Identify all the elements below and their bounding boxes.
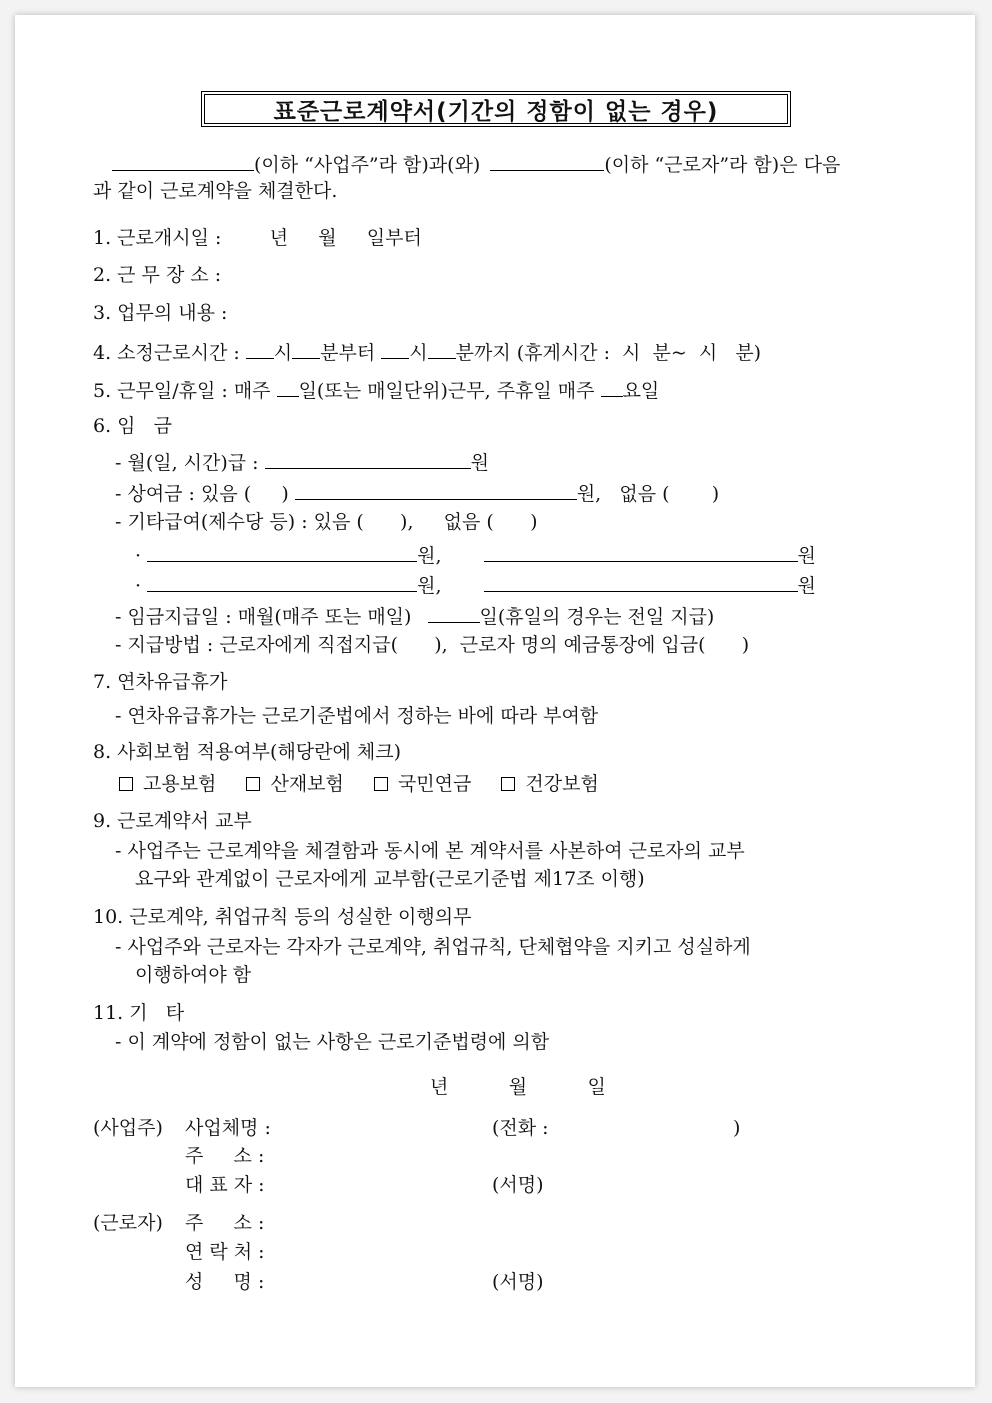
item-11-heading: 11. 기 타 (93, 1002, 185, 1024)
item-6-other-pay: - 기타급여(제수당 등) : 있음 ( ), 없음 ( ) (115, 511, 538, 533)
insurance-employment[interactable]: 고용보험 (119, 772, 216, 796)
item-9-line-2: 요구와 관계없이 근로자에게 교부함(근로기준법 제17조 이행) (135, 868, 645, 890)
item-10-heading: 10. 근로계약, 취업규칙 등의 성실한 이행의무 (93, 906, 472, 928)
employer-phone-close: ) (733, 1117, 741, 1139)
insurance-industrial-accident[interactable]: 산재보험 (246, 772, 343, 796)
intro-part2: (이하 “근로자”라 함)은 다음 (604, 154, 841, 176)
checkbox-employment[interactable] (119, 777, 133, 791)
employer-address: 주 소 : (185, 1145, 265, 1167)
worker-contact: 연 락 처 : (185, 1241, 265, 1263)
insurance-health[interactable]: 건강보험 (501, 772, 598, 796)
item-8-insurance-options (119, 772, 623, 796)
worker-address: 주 소 : (185, 1212, 265, 1234)
item-9-heading: 9. 근로계약서 교부 (93, 810, 252, 832)
employer-signature: (서명) (492, 1174, 544, 1196)
item-4-work-hours: 4. 소정근로시간 : 시 분부터 시 분까지 (휴게시간 : 시 분~ 시 분) (93, 338, 761, 365)
item-10-line-1: - 사업주와 근로자는 각자가 근로계약, 취업규칙, 단체협약을 지키고 성실하게 (115, 936, 751, 958)
worker-blank (490, 150, 604, 171)
item-6-monthly-wage: - 월(일, 시간)급 : 원 (115, 448, 489, 475)
item-10-line-2: 이행하여야 함 (135, 964, 252, 986)
worker-signature: (서명) (492, 1271, 544, 1293)
employer-representative: 대 표 자 : (185, 1174, 265, 1196)
contract-date: 년 월 일 (430, 1076, 606, 1098)
item-6-heading: 6. 임 금 (93, 415, 172, 437)
title-box (201, 91, 791, 127)
insurance-pension[interactable]: 국민연금 (374, 772, 471, 796)
employer-label: (사업주) (93, 1117, 163, 1139)
worker-label: (근로자) (93, 1212, 163, 1234)
checkbox-industrial-accident[interactable] (246, 777, 260, 791)
item-6-other-row-2: · 원, 원 (135, 571, 816, 598)
item-7-heading: 7. 연차유급휴가 (93, 671, 228, 693)
employer-phone-open: (전화 : (492, 1117, 549, 1139)
item-6-other-row-1: · 원, 원 (135, 541, 816, 568)
document-title: 표준근로계약서(기간의 정함이 없는 경우) (204, 94, 788, 124)
item-2-workplace: 2. 근 무 장 소 : (93, 264, 222, 286)
item-6-bonus: - 상여금 : 있음 ( ) 원, 없음 ( ) (115, 479, 719, 506)
item-9-line-1: - 사업주는 근로계약을 체결함과 동시에 본 계약서를 사본하여 근로자의 교부 (115, 840, 745, 862)
intro-line-1 (112, 150, 840, 177)
intro-line-2: 과 같이 근로계약을 체결한다. (93, 180, 338, 202)
item-7-text: - 연차유급휴가는 근로기준법에서 정하는 바에 따라 부여함 (115, 705, 599, 727)
item-5-workdays: 5. 근무일/휴일 : 매주 일(또는 매일단위)근무, 주휴일 매주 요일 (93, 376, 659, 403)
worker-name: 성 명 : (185, 1271, 265, 1293)
contract-page (15, 15, 975, 1387)
employer-business-name: 사업체명 : (185, 1117, 271, 1139)
item-6-pay-method: - 지급방법 : 근로자에게 직접지급( ), 근로자 명의 예금통장에 입금( ) (115, 634, 750, 656)
intro-part1: (이하 “사업주”라 함)과(와) (254, 154, 481, 176)
item-1-start-date: 1. 근로개시일 : 년 월 일부터 (93, 227, 422, 249)
item-4-prefix: 4. 소정근로시간 : (93, 342, 240, 364)
checkbox-pension[interactable] (374, 777, 388, 791)
employer-blank (112, 150, 254, 171)
checkbox-health[interactable] (501, 777, 515, 791)
item-11-text: - 이 계약에 정함이 없는 사항은 근로기준법령에 의함 (115, 1031, 550, 1053)
item-6-payday: - 임금지급일 : 매월(매주 또는 매일) 일(휴일의 경우는 전일 지급) (115, 602, 714, 629)
item-3-duties: 3. 업무의 내용 : (93, 302, 228, 324)
item-8-heading: 8. 사회보험 적용여부(해당란에 체크) (93, 741, 402, 763)
